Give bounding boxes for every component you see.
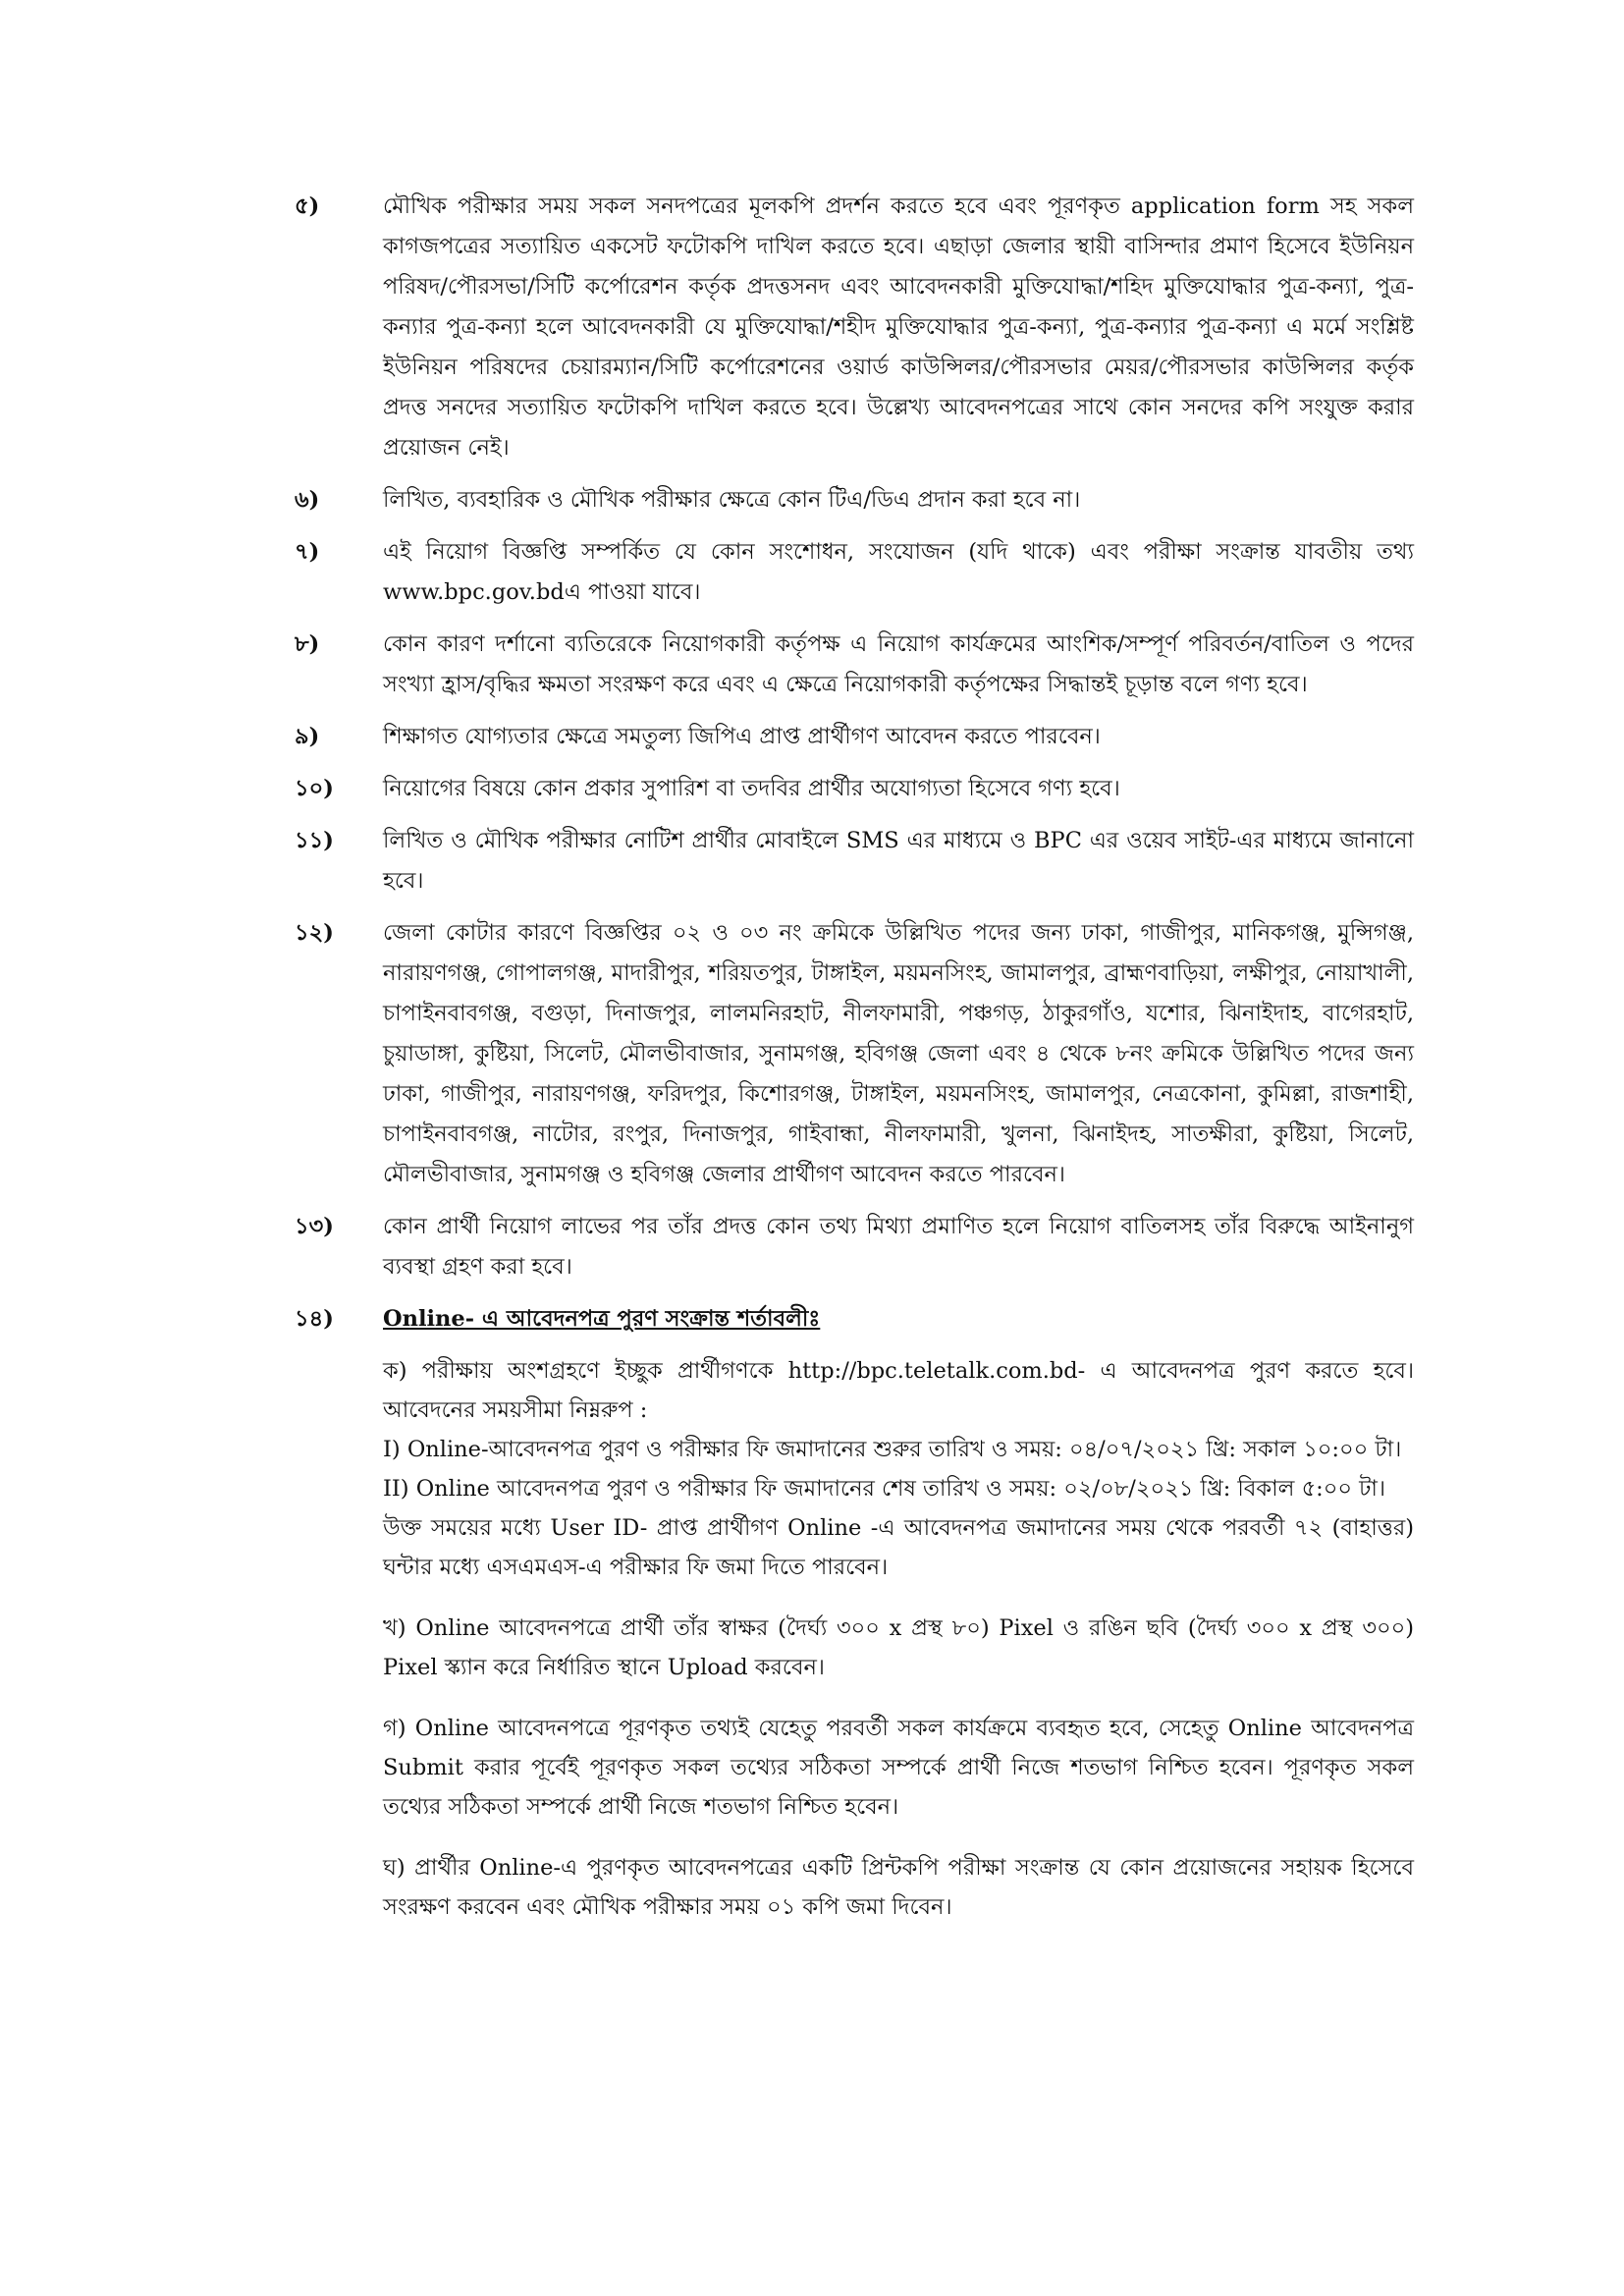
ka-start-time: I) Online-আবেদনপত্র পুরণ ও পরীক্ষার ফি জমাদানের শুরুর তারিখ ও সময়: ০৪/০৭/২০২১ খ্রি: সকাল ১০:০০ টা। [383, 1437, 1402, 1462]
online-ga [295, 1709, 1414, 1827]
ka-fee-note: উক্ত সময়ের মধ্যে User ID- প্রাপ্ত প্রার্থীগণ Online -এ আবেদনপত্র জমাদানের সময় থেকে পরবর্তী ৭২ (বাহাত্তর) ঘন্টার মধ্যে এসএমএস-এ পরীক্ষার ফি জমা দিতে পারবেন। [383, 1515, 1414, 1580]
item-text: লিখিত, ব্যবহারিক ও মৌখিক পরীক্ষার ক্ষেত্রে কোন টিএ/ডিএ প্রদান করা হবে না। [383, 487, 1081, 513]
conditions-list [295, 187, 1414, 1948]
item-number: ৬) [295, 487, 320, 513]
condition-10 [295, 769, 1414, 809]
item-number: ১১) [295, 828, 334, 853]
item-number: ১২) [295, 920, 334, 946]
item-number: ১০) [295, 776, 334, 801]
condition-6 [295, 480, 1414, 520]
item-text: এই নিয়োগ বিজ্ঞপ্তি সম্পর্কিত যে কোন সংশোধন, সংযোজন (যদি থাকে) এবং পরীক্ষা সংক্রান্ত যাবতীয় তথ্য www.bpc.gov.bdএ পাওয়া যাবে। [383, 539, 1414, 605]
online-ka [295, 1351, 1414, 1587]
item-text: কোন কারণ দর্শানো ব্যতিরেকে নিয়োগকারী কর্তৃপক্ষ এ নিয়োগ কার্যক্রমের আংশিক/সম্পূর্ণ পরিবর্তন/বাতিল ও পদের সংখ্যা হ্রাস/বৃদ্ধির ক্ষমতা সংরক্ষণ করে এবং এ ক্ষেত্রে নিয়োগকারী কর্তৃপক্ষের সিদ্ধান্তই চূড়ান্ত বলে গণ্য হবে। [383, 631, 1414, 697]
online-gha [295, 1848, 1414, 1927]
item-text: নিয়োগের বিষয়ে কোন প্রকার সুপারিশ বা তদবির প্রার্থীর অযোগ্যতা হিসেবে গণ্য হবে। [383, 776, 1120, 801]
item-number: ৯) [295, 724, 320, 749]
condition-13 [295, 1207, 1414, 1287]
item-number: ১৩) [295, 1214, 334, 1239]
item-number: ৮) [295, 631, 320, 657]
condition-12 [295, 913, 1414, 1195]
item-number: ৫) [295, 193, 320, 219]
item-text: জেলা কোটার কারণে বিজ্ঞপ্তির ০২ ও ০৩ নং ক্রমিকে উল্লিখিত পদের জন্য ঢাকা, গাজীপুর, মানিকগঞ্জ, মুন্সিগঞ্জ, নারায়ণগঞ্জ, গোপালগঞ্জ, মাদারীপুর, শরিয়তপুর, টাঙ্গাইল, ময়মনসিংহ, জামালপুর, ব্রাহ্মণবাড়িয়া, লক্ষীপুর, নোয়াখালী, চাপাইনবাবগঞ্জ, বগুড়া, দিনাজপুর, লালমনিরহাট, নীলফামারী, পঞ্চগড়, ঠাকুরগাঁও, যশোর, ঝিনাইদাহ, বাগেরহাট, চুয়াডাঙ্গা, কুষ্টিয়া, সিলেট, মৌলভীবাজার, সুনামগঞ্জ, হবিগঞ্জ জেলা এবং ৪ থেকে ৮নং ক্রমিকে উল্লিখিত পদের জন্য ঢাকা, গাজীপুর, নারায়ণগঞ্জ, ফরিদপুর, কিশোরগঞ্জ, টাঙ্গাইল, ময়মনসিংহ, জামালপুর, নেত্রকোনা, কুমিল্লা, রাজশাহী, চাপাইনবাবগঞ্জ, নাটোর, রংপুর, দিনাজপুর, গাইবান্ধা, নীলফামারী, খুলনা, ঝিনাইদহ, সাতক্ষীরা, কুষ্টিয়া, সিলেট, মৌলভীবাজার, সুনামগঞ্জ ও হবিগঞ্জ জেলার প্রার্থীগণ আবেদন করতে পারবেন। [383, 920, 1414, 1187]
ka-intro: ক) পরীক্ষায় অংশগ্রহণে ইচ্ছুক প্রার্থীগণকে http://bpc.teletalk.com.bd- এ আবেদনপত্র পুরণ করতে হবে। আবেদনের সময়সীমা নিম্নরুপ : [383, 1358, 1414, 1423]
item-text: মৌখিক পরীক্ষার সময় সকল সনদপত্রের মূলকপি প্রদর্শন করতে হবে এবং পূরণকৃত application form সহ সকল কাগজপত্রের সত্যায়িত একসেট ফটোকপি দাখিল করতে হবে। এছাড়া জেলার স্থায়ী বাসিন্দার প্রমাণ হিসেবে ইউনিয়ন পরিষদ/পৌরসভা/সিটি কর্পোরেশন কর্তৃক প্রদত্তসনদ এবং আবেদনকারী মুক্তিযোদ্ধা/শহিদ মুক্তিযোদ্ধার পুত্র-কন্যা, পুত্র-কন্যার পুত্র-কন্যা হলে আবেদনকারী যে মুক্তিযোদ্ধা/শহীদ মুক্তিযোদ্ধার পুত্র-কন্যা, পুত্র-কন্যার পুত্র-কন্যা এ মর্মে সংশ্লিষ্ট ইউনিয়ন পরিষদের চেয়ারম্যান/সিটি কর্পোরেশনের ওয়ার্ড কাউন্সিলর/পৌরসভার মেয়র/পৌরসভার কাউন্সিলর কর্তৃক প্রদত্ত সনদের সত্যায়িত ফটোকপি দাখিল করতে হবে। উল্লেখ্য আবেদনপত্রের সাথে কোন সনদের কপি সংযুক্ত করার প্রয়োজন নেই। [383, 193, 1414, 461]
gha-text: ঘ) প্রার্থীর Online-এ পুরণকৃত আবেদনপত্রের একটি প্রিন্টকপি পরীক্ষা সংক্রান্ত যে কোন প্রয়োজনের সহায়ক হিসেবে সংরক্ষণ করবেন এবং মৌখিক পরীক্ষার সময় ০১ কপি জমা দিবেন। [383, 1855, 1414, 1920]
condition-9 [295, 717, 1414, 757]
item-number: ১৪) [295, 1306, 334, 1332]
item-number: ৭) [295, 539, 320, 565]
online-heading: Online- এ আবেদনপত্র পুরণ সংক্রান্ত শর্তাবলীঃ [383, 1306, 821, 1332]
kha-text: খ) Online আবেদনপত্রে প্রার্থী তাঁর স্বাক্ষর (দৈর্ঘ্য ৩০০ x প্রস্থ ৮০) Pixel ও রঙিন ছবি (দৈর্ঘ্য ৩০০ x প্রস্থ ৩০০) Pixel স্ক্যান করে নির্ধারিত স্থানে Upload করবেন। [383, 1615, 1414, 1680]
online-kha [295, 1609, 1414, 1687]
ka-end-time: II) Online আবেদনপত্র পুরণ ও পরীক্ষার ফি জমাদানের শেষ তারিখ ও সময়: ০২/০৮/২০২১ খ্রি: বিকাল ৫:০০ টা। [383, 1476, 1385, 1502]
condition-7 [295, 532, 1414, 613]
condition-11 [295, 821, 1414, 902]
condition-8 [295, 625, 1414, 705]
condition-14 [295, 1299, 1414, 1339]
condition-5 [295, 187, 1414, 468]
item-text: শিক্ষাগত যোগ্যতার ক্ষেত্রে সমতুল্য জিপিএ প্রাপ্ত প্রার্থীগণ আবেদন করতে পারবেন। [383, 724, 1101, 749]
ga-text: গ) Online আবেদনপত্রে পূরণকৃত তথ্যই যেহেতু পরবর্তী সকল কার্যক্রমে ব্যবহৃত হবে, সেহেতু Online আবেদনপত্র Submit করার পূর্বেই পূরণকৃত সকল তথ্যের সঠিকতা সম্পর্কে প্রার্থী নিজে শতভাগ নিশ্চিত হবেন। পূরণকৃত সকল তথ্যের সঠিকতা সম্পর্কে প্রার্থী নিজে শতভাগ নিশ্চিত হবেন। [383, 1716, 1414, 1820]
item-text: লিখিত ও মৌখিক পরীক্ষার নোটিশ প্রার্থীর মোবাইলে SMS এর মাধ্যমে ও BPC এর ওয়েব সাইট-এর মাধ্যমে জানানো হবে। [383, 828, 1414, 894]
item-text: কোন প্রার্থী নিয়োগ লাভের পর তাঁর প্রদত্ত কোন তথ্য মিথ্যা প্রমাণিত হলে নিয়োগ বাতিলসহ তাঁর বিরুদ্ধে আইনানুগ ব্যবস্থা গ্রহণ করা হবে। [383, 1214, 1414, 1280]
